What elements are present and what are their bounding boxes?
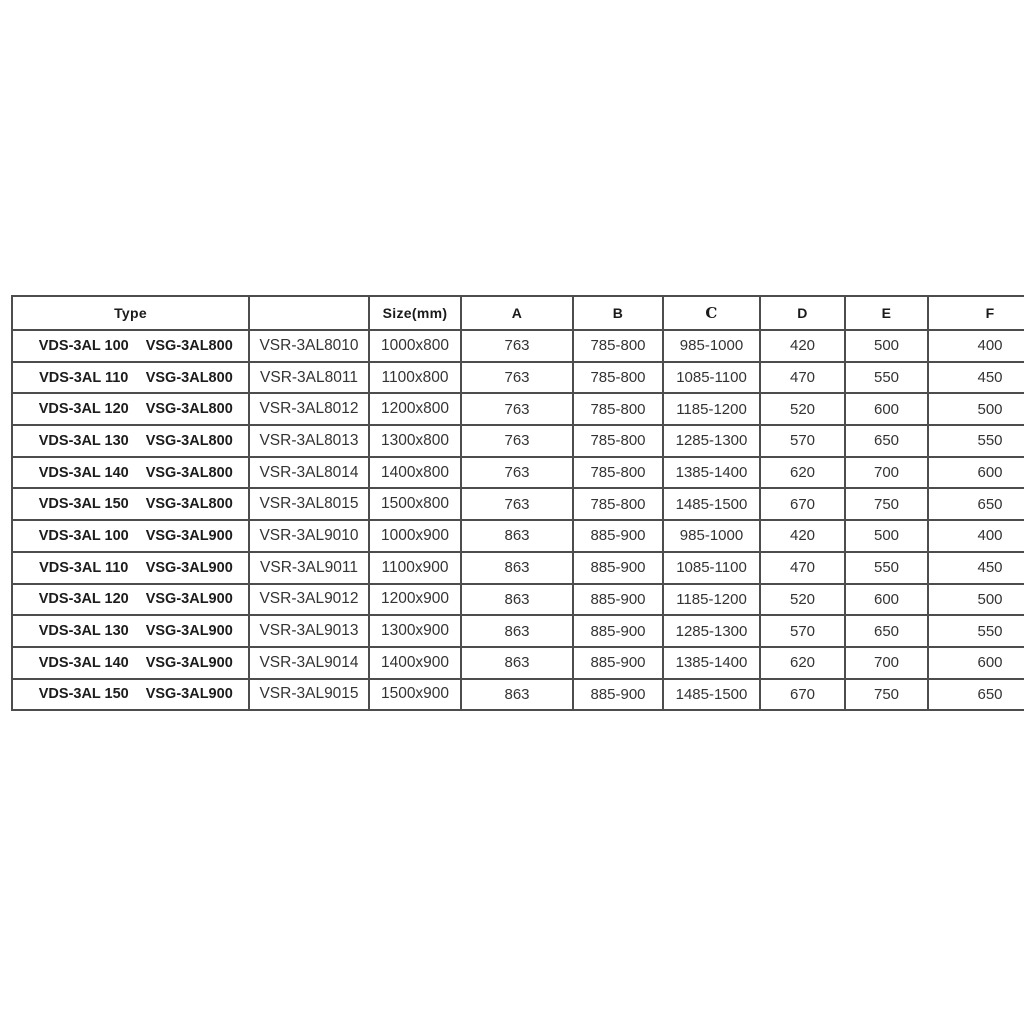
cell-d: 520 xyxy=(760,393,845,425)
cell-size: 1400x900 xyxy=(369,647,461,679)
cell-size: 1000x800 xyxy=(369,330,461,362)
cell-model: VSR-3AL8012 xyxy=(249,393,369,425)
table-row xyxy=(12,647,1024,679)
cell-b: 785-800 xyxy=(573,393,663,425)
table-row xyxy=(12,520,1024,552)
cell-a: 763 xyxy=(461,425,573,457)
cell-f: 600 xyxy=(928,647,1024,679)
cell-b: 785-800 xyxy=(573,488,663,520)
cell-b: 885-900 xyxy=(573,647,663,679)
col-header-c: C xyxy=(663,296,760,330)
cell-size: 1200x800 xyxy=(369,393,461,425)
cell-a: 763 xyxy=(461,330,573,362)
cell-a: 863 xyxy=(461,584,573,616)
cell-f: 450 xyxy=(928,362,1024,394)
cell-model: VSR-3AL9014 xyxy=(249,647,369,679)
header-row xyxy=(12,296,1024,330)
type-pair xyxy=(13,370,248,386)
cell-type xyxy=(12,488,249,520)
cell-d: 520 xyxy=(760,584,845,616)
cell-b: 885-900 xyxy=(573,552,663,584)
type-pair xyxy=(13,433,248,449)
cell-f: 650 xyxy=(928,488,1024,520)
cell-c: 1285-1300 xyxy=(663,615,760,647)
cell-c: 1185-1200 xyxy=(663,393,760,425)
type-pair xyxy=(13,465,248,481)
cell-a: 863 xyxy=(461,647,573,679)
cell-e: 600 xyxy=(845,584,928,616)
cell-c: 1185-1200 xyxy=(663,584,760,616)
type-pair xyxy=(13,655,248,671)
cell-model: VSR-3AL8013 xyxy=(249,425,369,457)
type-right-label: VSG-3AL900 xyxy=(145,591,233,608)
cell-b: 785-800 xyxy=(573,330,663,362)
cell-a: 763 xyxy=(461,457,573,489)
cell-e: 650 xyxy=(845,615,928,647)
cell-size: 1500x800 xyxy=(369,488,461,520)
type-left-label: VDS-3AL 150 xyxy=(38,496,129,513)
spec-table-container xyxy=(11,295,1024,715)
cell-c: 1085-1100 xyxy=(663,362,760,394)
cell-type xyxy=(12,393,249,425)
table-row xyxy=(12,362,1024,394)
cell-a: 863 xyxy=(461,520,573,552)
cell-model: VSR-3AL8010 xyxy=(249,330,369,362)
cell-f: 400 xyxy=(928,520,1024,552)
cell-a: 763 xyxy=(461,488,573,520)
cell-f: 400 xyxy=(928,330,1024,362)
cell-size: 1300x900 xyxy=(369,615,461,647)
type-left-label: VDS-3AL 110 xyxy=(39,559,129,576)
cell-type xyxy=(12,330,249,362)
cell-d: 570 xyxy=(760,425,845,457)
cell-type xyxy=(12,362,249,394)
cell-type xyxy=(12,679,249,711)
type-pair xyxy=(13,496,248,512)
cell-type xyxy=(12,584,249,616)
cell-model: VSR-3AL8014 xyxy=(249,457,369,489)
cell-f: 500 xyxy=(928,584,1024,616)
col-header-d: D xyxy=(760,296,845,330)
cell-f: 600 xyxy=(928,457,1024,489)
col-header-size: Size(mm) xyxy=(369,296,461,330)
cell-d: 470 xyxy=(760,362,845,394)
type-right-label: VSG-3AL800 xyxy=(145,496,233,513)
cell-d: 470 xyxy=(760,552,845,584)
cell-c: 1285-1300 xyxy=(663,425,760,457)
cell-f: 500 xyxy=(928,393,1024,425)
cell-d: 670 xyxy=(760,488,845,520)
cell-e: 750 xyxy=(845,488,928,520)
cell-d: 620 xyxy=(760,647,845,679)
cell-model: VSR-3AL9011 xyxy=(249,552,369,584)
type-right-label: VSG-3AL800 xyxy=(145,369,233,386)
cell-type xyxy=(12,457,249,489)
type-pair xyxy=(13,528,248,544)
cell-type xyxy=(12,425,249,457)
type-left-label: VDS-3AL 100 xyxy=(38,527,129,544)
col-header-e: E xyxy=(845,296,928,330)
col-header-b: B xyxy=(573,296,663,330)
table-row xyxy=(12,393,1024,425)
cell-d: 670 xyxy=(760,679,845,711)
type-left-label: VDS-3AL 120 xyxy=(38,401,129,418)
cell-type xyxy=(12,520,249,552)
cell-size: 1400x800 xyxy=(369,457,461,489)
cell-c: 1385-1400 xyxy=(663,647,760,679)
table-row xyxy=(12,679,1024,711)
cell-size: 1200x900 xyxy=(369,584,461,616)
table-row xyxy=(12,457,1024,489)
col-header-type: Type xyxy=(12,296,249,330)
cell-a: 863 xyxy=(461,615,573,647)
cell-c: 985-1000 xyxy=(663,520,760,552)
cell-type xyxy=(12,615,249,647)
cell-d: 570 xyxy=(760,615,845,647)
cell-d: 620 xyxy=(760,457,845,489)
table-body xyxy=(12,330,1024,710)
col-header-a: A xyxy=(461,296,573,330)
type-pair xyxy=(13,686,248,702)
cell-a: 763 xyxy=(461,393,573,425)
cell-type xyxy=(12,552,249,584)
type-right-label: VSG-3AL800 xyxy=(145,464,233,481)
cell-b: 885-900 xyxy=(573,584,663,616)
cell-a: 863 xyxy=(461,552,573,584)
cell-b: 785-800 xyxy=(573,457,663,489)
cell-b: 885-900 xyxy=(573,679,663,711)
type-left-label: VDS-3AL 110 xyxy=(39,369,129,386)
cell-c: 985-1000 xyxy=(663,330,760,362)
cell-e: 600 xyxy=(845,393,928,425)
cell-b: 785-800 xyxy=(573,362,663,394)
cell-c: 1485-1500 xyxy=(663,488,760,520)
cell-d: 420 xyxy=(760,330,845,362)
cell-e: 650 xyxy=(845,425,928,457)
table-row xyxy=(12,488,1024,520)
cell-size: 1300x800 xyxy=(369,425,461,457)
cell-f: 550 xyxy=(928,425,1024,457)
cell-f: 450 xyxy=(928,552,1024,584)
cell-c: 1085-1100 xyxy=(663,552,760,584)
type-right-label: VSG-3AL900 xyxy=(145,527,233,544)
cell-e: 500 xyxy=(845,330,928,362)
cell-e: 750 xyxy=(845,679,928,711)
cell-f: 650 xyxy=(928,679,1024,711)
cell-c: 1485-1500 xyxy=(663,679,760,711)
table-row xyxy=(12,425,1024,457)
cell-model: VSR-3AL9012 xyxy=(249,584,369,616)
type-pair xyxy=(13,623,248,639)
type-right-label: VSG-3AL800 xyxy=(145,337,233,354)
col-header-f: F xyxy=(928,296,1024,330)
cell-f: 550 xyxy=(928,615,1024,647)
type-right-label: VSG-3AL800 xyxy=(145,401,233,418)
type-left-label: VDS-3AL 140 xyxy=(38,654,129,671)
type-left-label: VDS-3AL 140 xyxy=(38,464,129,481)
cell-type xyxy=(12,647,249,679)
cell-d: 420 xyxy=(760,520,845,552)
table-row xyxy=(12,552,1024,584)
col-header-model xyxy=(249,296,369,330)
cell-size: 1100x800 xyxy=(369,362,461,394)
type-left-label: VDS-3AL 130 xyxy=(38,623,129,640)
cell-model: VSR-3AL9015 xyxy=(249,679,369,711)
table-row xyxy=(12,330,1024,362)
type-pair xyxy=(13,560,248,576)
cell-model: VSR-3AL9013 xyxy=(249,615,369,647)
cell-b: 885-900 xyxy=(573,615,663,647)
cell-e: 550 xyxy=(845,552,928,584)
cell-model: VSR-3AL8011 xyxy=(249,362,369,394)
type-right-label: VSG-3AL800 xyxy=(145,432,233,449)
spec-table xyxy=(11,295,1024,711)
table-row xyxy=(12,584,1024,616)
cell-size: 1100x900 xyxy=(369,552,461,584)
cell-b: 885-900 xyxy=(573,520,663,552)
type-right-label: VSG-3AL900 xyxy=(145,686,233,703)
cell-c: 1385-1400 xyxy=(663,457,760,489)
cell-model: VSR-3AL9010 xyxy=(249,520,369,552)
type-pair xyxy=(13,591,248,607)
cell-size: 1500x900 xyxy=(369,679,461,711)
type-left-label: VDS-3AL 150 xyxy=(38,686,129,703)
type-right-label: VSG-3AL900 xyxy=(145,623,233,640)
type-pair xyxy=(13,401,248,417)
cell-e: 700 xyxy=(845,647,928,679)
cell-e: 500 xyxy=(845,520,928,552)
type-right-label: VSG-3AL900 xyxy=(145,559,233,576)
type-right-label: VSG-3AL900 xyxy=(145,654,233,671)
cell-e: 550 xyxy=(845,362,928,394)
cell-size: 1000x900 xyxy=(369,520,461,552)
cell-a: 863 xyxy=(461,679,573,711)
type-left-label: VDS-3AL 130 xyxy=(38,432,129,449)
cell-b: 785-800 xyxy=(573,425,663,457)
cell-e: 700 xyxy=(845,457,928,489)
type-left-label: VDS-3AL 100 xyxy=(38,337,129,354)
type-pair xyxy=(13,338,248,354)
type-left-label: VDS-3AL 120 xyxy=(38,591,129,608)
table-row xyxy=(12,615,1024,647)
cell-model: VSR-3AL8015 xyxy=(249,488,369,520)
cell-a: 763 xyxy=(461,362,573,394)
